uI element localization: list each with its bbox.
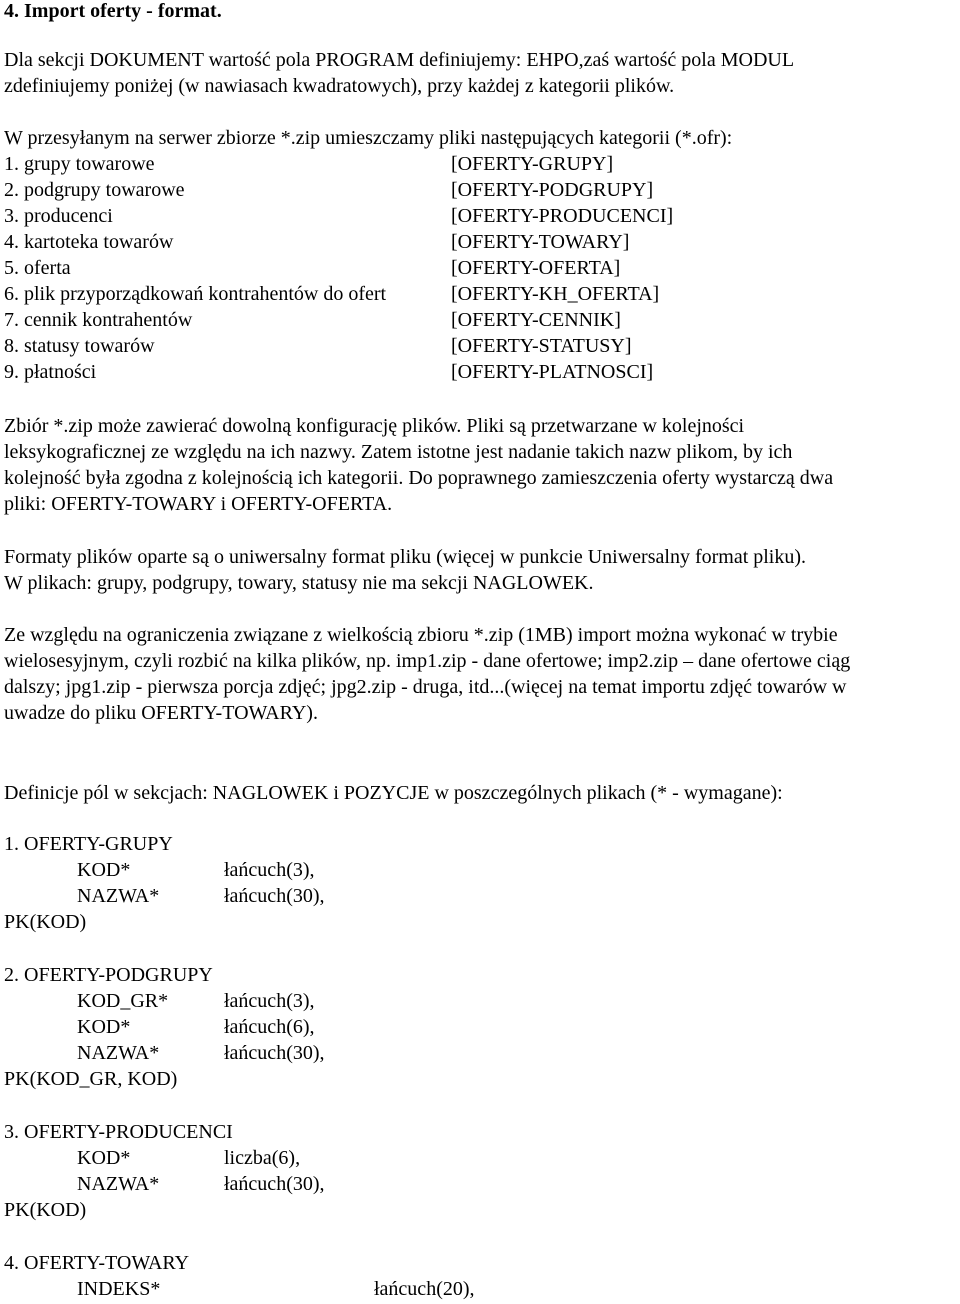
para-zbior-line: Zbiór *.zip może zawierać dowolną konfigurację plików. Pliki są przetwarzane w kolejności: [4, 415, 745, 437]
field-type: łańcuch(30),: [224, 885, 325, 907]
definition-title: 3. OFERTY-PRODUCENCI: [4, 1121, 233, 1143]
category-label: 7. cennik kontrahentów: [4, 309, 193, 331]
field-type: łańcuch(6),: [224, 1016, 315, 1038]
category-label: 3. producenci: [4, 205, 113, 227]
field-type: łańcuch(30),: [224, 1173, 325, 1195]
para-formaty-line: Formaty plików oparte są o uniwersalny format pliku (więcej w punkcie Uniwersalny format pliku).: [4, 546, 807, 568]
definitions-intro: Definicje pól w sekcjach: NAGLOWEK i POZYCJE w poszczególnych plikach (* - wymagane):: [4, 782, 783, 804]
category-label: 5. oferta: [4, 257, 71, 279]
definition-title: 2. OFERTY-PODGRUPY: [4, 964, 213, 986]
intro-line-2: zdefiniujemy poniżej (w nawiasach kwadratowych), przy każdej z kategorii plików.: [4, 75, 675, 97]
category-code: [OFERTY-OFERTA]: [451, 257, 621, 279]
field-name: NAZWA*: [77, 1042, 160, 1064]
category-label: 2. podgrupy towarowe: [4, 179, 185, 201]
category-code: [OFERTY-STATUSY]: [451, 335, 632, 357]
field-type: łańcuch(3),: [224, 990, 315, 1012]
field-name: INDEKS*: [77, 1278, 161, 1300]
category-row: [4, 333, 632, 359]
category-code: [OFERTY-PRODUCENCI]: [451, 205, 674, 227]
para-zbior-line: pliki: OFERTY-TOWARY i OFERTY-OFERTA.: [4, 493, 393, 515]
category-row: [4, 203, 674, 229]
section-heading: 4. Import oferty - format.: [4, 0, 222, 22]
category-label: 8. statusy towarów: [4, 335, 155, 357]
field-type: liczba(6),: [224, 1147, 301, 1169]
category-row: [4, 307, 621, 333]
intro-line-1: Dla sekcji DOKUMENT wartość pola PROGRAM definiujemy: EHPO,zaś wartość pola MODUL: [4, 49, 795, 71]
category-label: 1. grupy towarowe: [4, 153, 155, 175]
category-code: [OFERTY-PLATNOSCI]: [451, 361, 654, 383]
category-row: [4, 177, 654, 203]
primary-key: PK(KOD_GR, KOD): [4, 1068, 178, 1090]
field-name: KOD*: [77, 1147, 131, 1169]
field-type: łańcuch(3),: [224, 859, 315, 881]
category-code: [OFERTY-GRUPY]: [451, 153, 614, 175]
field-name: NAZWA*: [77, 1173, 160, 1195]
category-code: [OFERTY-TOWARY]: [451, 231, 630, 253]
category-row: [4, 359, 654, 385]
category-label: 9. płatności: [4, 361, 97, 383]
para-ograniczenia-line: Ze względu na ograniczenia związane z wielkością zbioru *.zip (1MB) import można wykonać w trybie: [4, 624, 838, 646]
definition-title: 4. OFERTY-TOWARY: [4, 1252, 190, 1274]
category-code: [OFERTY-CENNIK]: [451, 309, 621, 331]
field-name: KOD*: [77, 1016, 131, 1038]
field-name: KOD_GR*: [77, 990, 169, 1012]
zip-intro: W przesyłanym na serwer zbiorze *.zip umieszczamy pliki następujących kategorii (*.ofr):: [4, 127, 733, 149]
field-name: KOD*: [77, 859, 131, 881]
category-row: [4, 229, 630, 255]
para-formaty-line: W plikach: grupy, podgrupy, towary, statusy nie ma sekcji NAGLOWEK.: [4, 572, 594, 594]
para-ograniczenia-line: wielosesyjnym, czyli rozbić na kilka plików, np. imp1.zip - dane ofertowe; imp2.zip – dane ofertowe ciąg: [4, 650, 851, 672]
para-zbior-line: leksykograficznej ze względu na ich nazwy. Zatem istotne jest nadanie takich nazw plikom, by ich: [4, 441, 793, 463]
category-label: 4. kartoteka towarów: [4, 231, 174, 253]
primary-key: PK(KOD): [4, 911, 87, 933]
category-code: [OFERTY-KH_OFERTA]: [451, 283, 660, 305]
primary-key: PK(KOD): [4, 1199, 87, 1221]
category-code: [OFERTY-PODGRUPY]: [451, 179, 654, 201]
para-zbior-line: kolejność była zgodna z kolejnością ich kategorii. Do poprawnego zamieszczenia oferty wystarczą dwa: [4, 467, 834, 489]
category-row: [4, 281, 660, 307]
field-type: łańcuch(20),: [374, 1278, 475, 1300]
category-row: [4, 151, 614, 177]
para-ograniczenia-line: uwadze do pliku OFERTY-TOWARY).: [4, 702, 318, 724]
category-label: 6. plik przyporządkowań kontrahentów do ofert: [4, 283, 387, 305]
para-ograniczenia-line: dalszy; jpg1.zip - pierwsza porcja zdjęć; jpg2.zip - druga, itd...(więcej na temat importu zdjęć towarów w: [4, 676, 847, 698]
category-row: [4, 255, 621, 281]
definition-title: 1. OFERTY-GRUPY: [4, 833, 173, 855]
field-name: NAZWA*: [77, 885, 160, 907]
field-type: łańcuch(30),: [224, 1042, 325, 1064]
